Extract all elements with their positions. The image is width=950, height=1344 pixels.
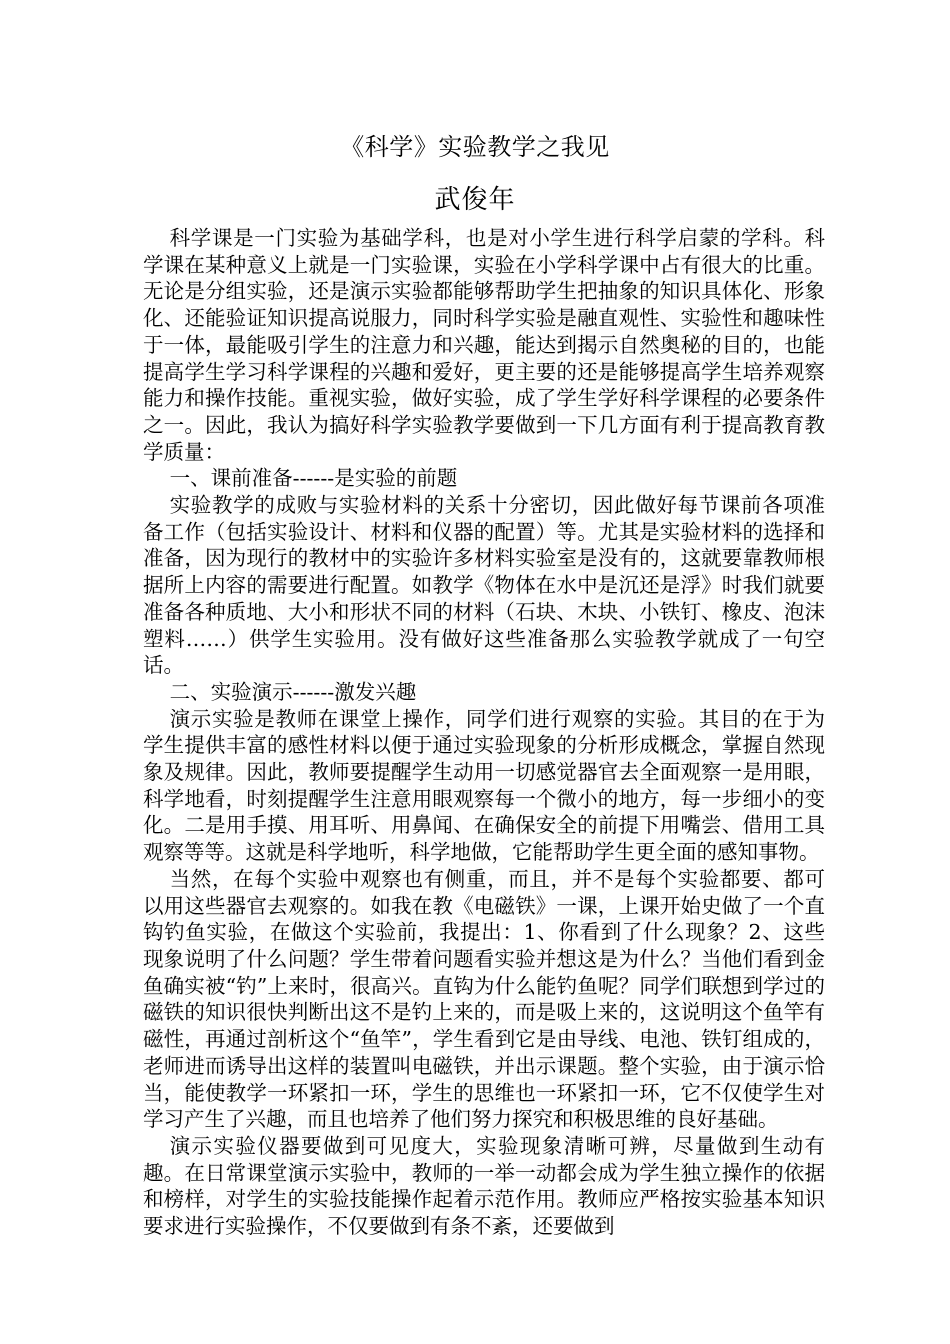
paragraph-intro: 科学课是一门实验为基础学科，也是对小学生进行科学启蒙的学科。科学课在某种意义上就是一门实验课，实验在小学科学课中占有很大的比重。无论是分组实验，还是演示实验都能够帮助学生把抽象的知识具体化、形象化、还能验证知识提高说服力，同时科学实验是融直观性、实验性和趣味性于一体，最能吸引学生的注意力和兴趣，能达到揭示自然奥秘的目的，也能提高学生学习科学课程的兴趣和爱好，更主要的还是能够提高学生培养观察能力和操作技能。重视实验，做好实验，成了学生学好科学课程的必要条件之一。因此，我认为搞好科学实验教学要做到一下几方面有利于提高教育教学质量： xyxy=(143,226,825,464)
paragraph-preparation: 实验教学的成败与实验材料的关系十分密切，因此做好每节课前各项准备工作（包括实验设计、材料和仪器的配置）等。尤其是实验材料的选择和准备，因为现行的教材中的实验许多材料实验室是没有的，这就要靠教师根据所上内容的需要进行配置。如教学《物体在水中是沉还是浮》时我们就要准备各种质地、大小和形状不同的材料（石块、木块、小铁钉、橡皮、泡沫塑料……）供学生实验用。没有做好这些准备那么实验教学就成了一句空话。 xyxy=(143,493,825,678)
section-heading-demonstration: 二、实验演示------激发兴趣 xyxy=(169,679,417,704)
paragraph-demonstration: 演示实验是教师在课堂上操作，同学们进行观察的实验。其目的在于为学生提供丰富的感性材料以便于通过实验现象的分析形成概念，掌握自然现象及规律。因此，教师要提醒学生动用一切感觉器官去全面观察一是用眼，科学地看，时刻提醒学生注意用眼观察每一个微小的地方，每一步细小的变化。二是用手摸、用耳听、用鼻闻、在确保安全的前提下用嘴尝、借用工具观察等等。这就是科学地听，科学地做，它能帮助学生更全面的感知事物。 xyxy=(143,706,825,865)
document-title: 《科学》实验教学之我见 xyxy=(340,133,610,161)
paragraph-instrument-visibility: 演示实验仪器要做到可见度大，实验现象清晰可辨，尽量做到生动有趣。在日常课堂演示实验中，教师的一举一动都会成为学生独立操作的依据和榜样，对学生的实验技能操作起着示范作用。教师应严格按实验基本知识要求进行实验操作，不仅要做到有条不紊，还要做到 xyxy=(143,1133,825,1239)
document-author: 武俊年 xyxy=(434,185,516,215)
section-heading-preparation: 一、课前准备------是实验的前题 xyxy=(169,466,458,491)
document-body xyxy=(143,225,825,1240)
paragraph-electromagnet-example: 当然，在每个实验中观察也有侧重，而且，并不是每个实验都要、都可以用这些器官去观察的。如我在教《电磁铁》一课，上课开始史做了一个直钩钓鱼实验，在做这个实验前，我提出：1、你看到了什么现象？2、这些现象说明了什么问题？学生带着问题看实验并想这是为什么？当他们看到金鱼确实被“钓”上来时，很高兴。直钩为什么能钓鱼呢？同学们联想到学过的磁铁的知识很快判断出这不是钓上来的，而是吸上来的，这说明这个鱼竿有磁性，再通过剖析这个“鱼竿”，学生看到它是由导线、电池、铁钉组成的，老师进而诱导出这样的装置叫电磁铁，并出示课题。整个实验，由于演示恰当，能使教学一环紧扣一环，学生的思维也一环紧扣一环，它不仅使学生对学习产生了兴趣，而且也培养了他们努力探究和积极思维的良好基础。 xyxy=(143,866,825,1132)
